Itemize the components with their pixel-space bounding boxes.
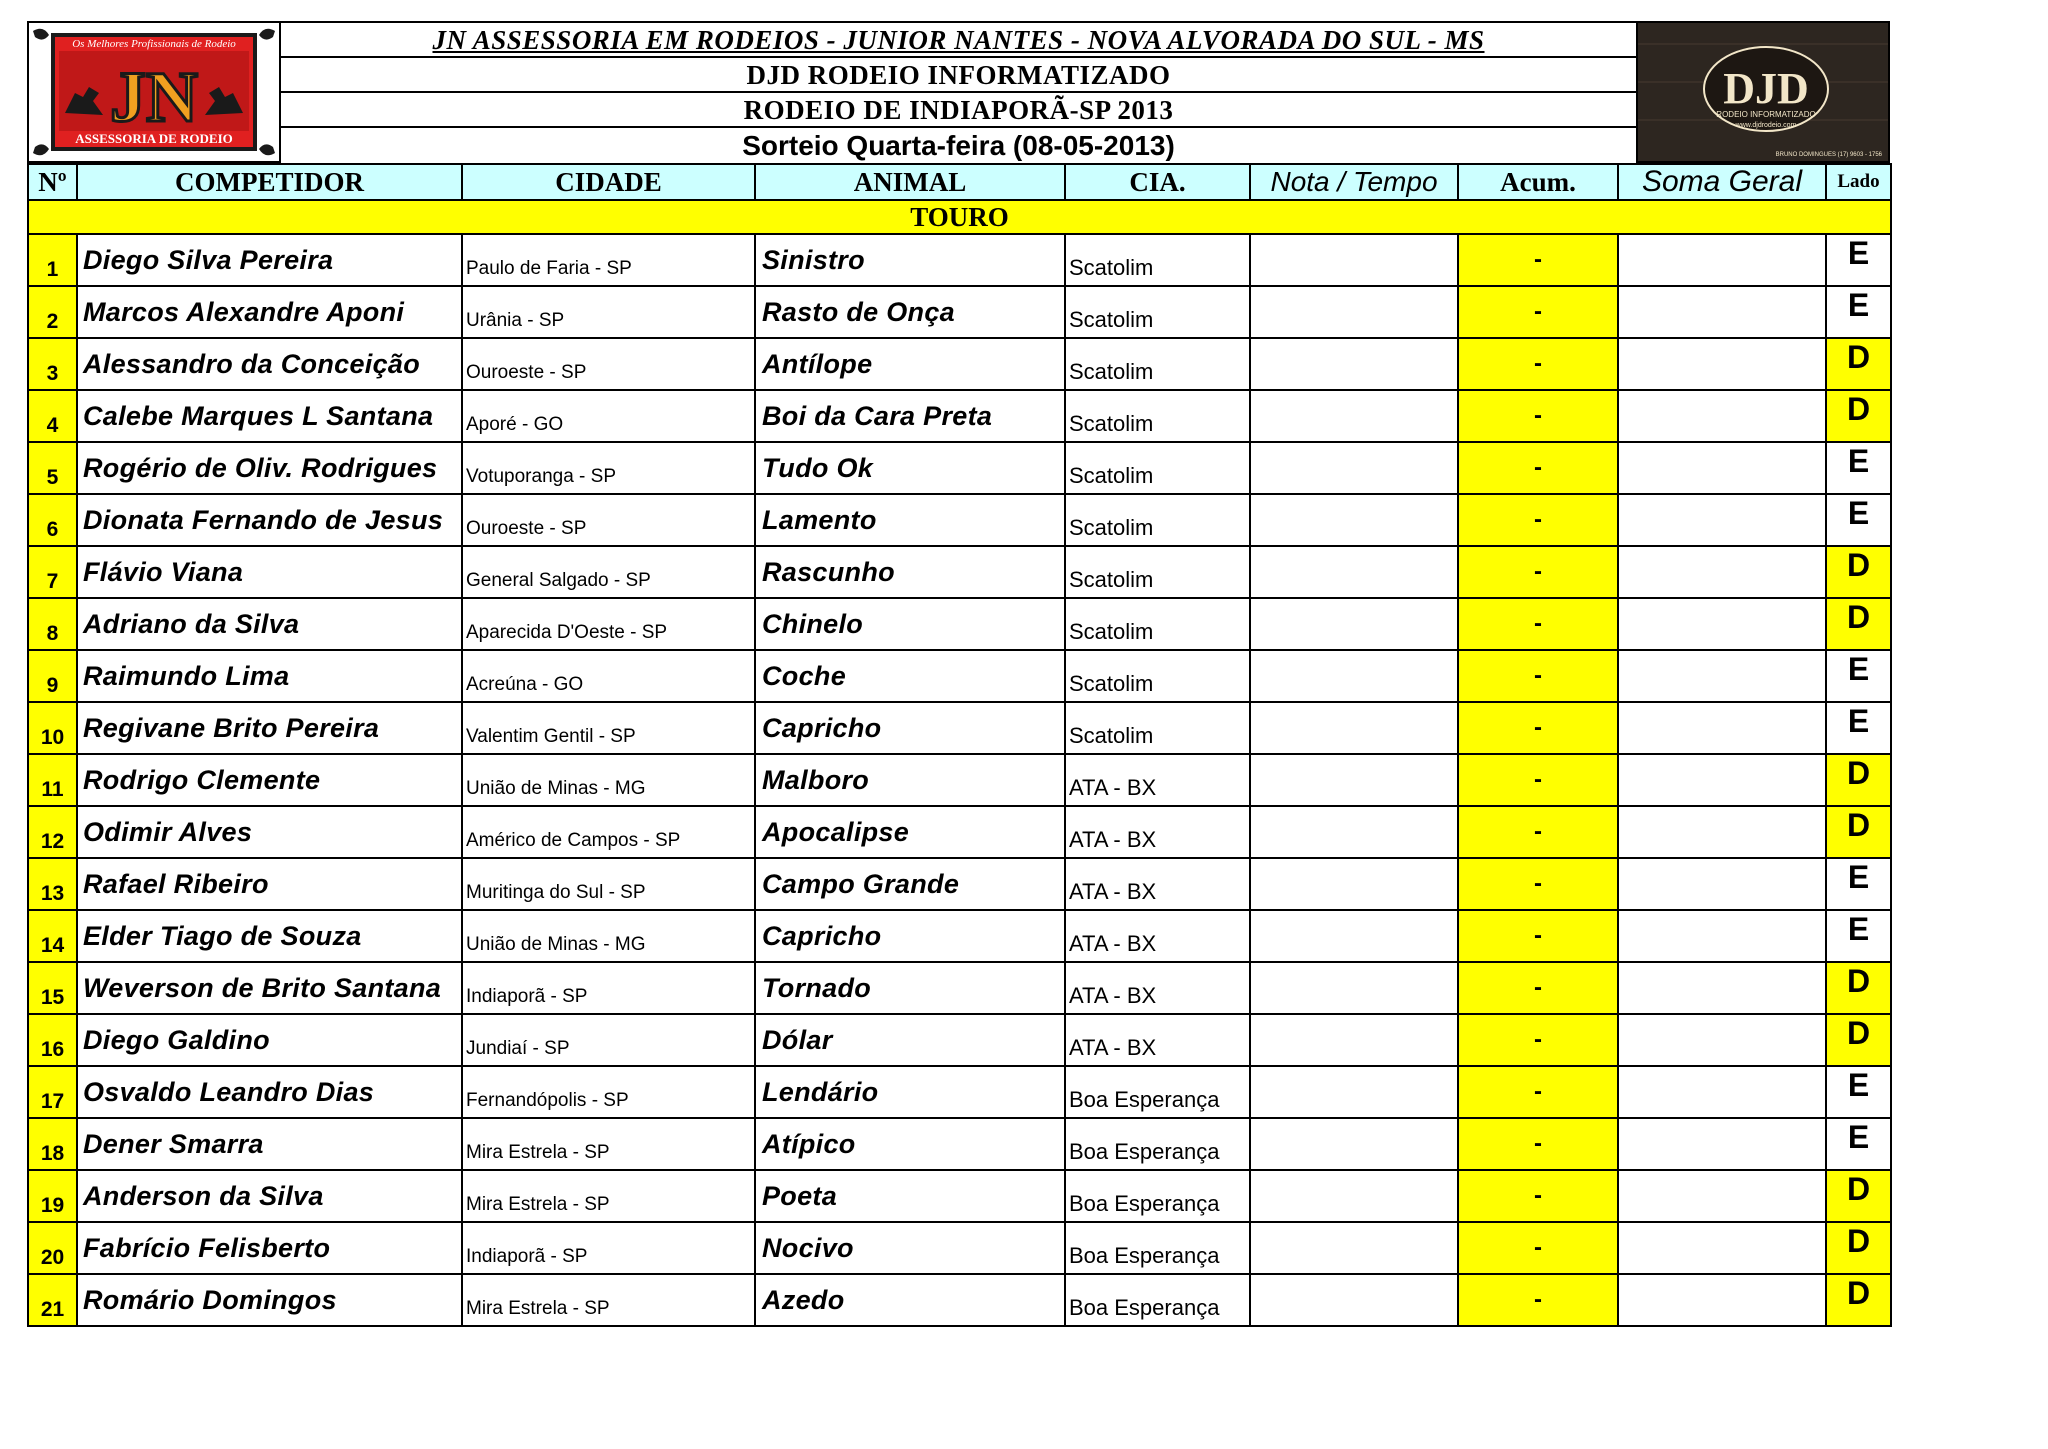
animal-name: Capricho — [755, 702, 1065, 754]
competitor-name: Romário Domingos — [77, 1274, 462, 1326]
total-cell — [1618, 962, 1826, 1014]
side-cell: D — [1826, 598, 1891, 650]
competitor-name: Elder Tiago de Souza — [77, 910, 462, 962]
accumulated-cell: - — [1458, 702, 1618, 754]
side-cell: E — [1826, 234, 1891, 286]
competitor-city: Votuporanga - SP — [462, 442, 755, 494]
side-cell: D — [1826, 1274, 1891, 1326]
company-name: ATA - BX — [1065, 910, 1250, 962]
side-cell: D — [1826, 806, 1891, 858]
score-time-cell — [1250, 858, 1458, 910]
competitor-city: General Salgado - SP — [462, 546, 755, 598]
total-cell — [1618, 1118, 1826, 1170]
competitor-city: União de Minas - MG — [462, 910, 755, 962]
table-row — [28, 442, 1891, 494]
row-number: 19 — [28, 1170, 77, 1222]
table-row — [28, 390, 1891, 442]
accumulated-cell: - — [1458, 390, 1618, 442]
side-cell: E — [1826, 650, 1891, 702]
table-row — [28, 806, 1891, 858]
col-header-num: Nº — [28, 164, 77, 200]
event-title: RODEIO DE INDIAPORÃ-SP 2013 — [281, 93, 1636, 128]
table-row — [28, 494, 1891, 546]
animal-name: Dólar — [755, 1014, 1065, 1066]
company-name: Scatolim — [1065, 442, 1250, 494]
total-cell — [1618, 1274, 1826, 1326]
col-header-score-time: Nota / Tempo — [1250, 164, 1458, 200]
competitor-name: Weverson de Brito Santana — [77, 962, 462, 1014]
competitor-city: Muritinga do Sul - SP — [462, 858, 755, 910]
table-row — [28, 286, 1891, 338]
row-number: 4 — [28, 390, 77, 442]
score-time-cell — [1250, 1118, 1458, 1170]
company-name: Scatolim — [1065, 702, 1250, 754]
row-number: 21 — [28, 1274, 77, 1326]
competitor-name: Odimir Alves — [77, 806, 462, 858]
section-label: TOURO — [28, 200, 1891, 234]
company-name: Scatolim — [1065, 338, 1250, 390]
score-time-cell — [1250, 442, 1458, 494]
animal-name: Capricho — [755, 910, 1065, 962]
competitor-city: Paulo de Faria - SP — [462, 234, 755, 286]
col-header-side: Lado — [1826, 164, 1891, 200]
animal-name: Rasto de Onça — [755, 286, 1065, 338]
competitor-name: Calebe Marques L Santana — [77, 390, 462, 442]
djd-logo-graphic — [1638, 23, 1888, 161]
table-row — [28, 858, 1891, 910]
competitor-name: Diego Silva Pereira — [77, 234, 462, 286]
side-cell: E — [1826, 442, 1891, 494]
company-name: ATA - BX — [1065, 1014, 1250, 1066]
total-cell — [1618, 702, 1826, 754]
accumulated-cell: - — [1458, 910, 1618, 962]
score-time-cell — [1250, 1170, 1458, 1222]
accumulated-cell: - — [1458, 806, 1618, 858]
row-number: 10 — [28, 702, 77, 754]
competitor-city: Aparecida D'Oeste - SP — [462, 598, 755, 650]
side-cell: E — [1826, 858, 1891, 910]
draw-date-title: Sorteio Quarta-feira (08-05-2013) — [742, 130, 1175, 161]
djd-logo-mark: DJD — [1723, 64, 1809, 113]
competitor-name: Adriano da Silva — [77, 598, 462, 650]
jn-logo-graphic — [29, 23, 279, 161]
table-row — [28, 598, 1891, 650]
animal-name: Antílope — [755, 338, 1065, 390]
accumulated-cell: - — [1458, 338, 1618, 390]
col-header-total: Soma Geral — [1618, 164, 1826, 200]
company-name: ATA - BX — [1065, 962, 1250, 1014]
total-cell — [1618, 910, 1826, 962]
animal-name: Sinistro — [755, 234, 1065, 286]
side-cell: D — [1826, 754, 1891, 806]
competitor-name: Dener Smarra — [77, 1118, 462, 1170]
competitor-name: Raimundo Lima — [77, 650, 462, 702]
company-name: ATA - BX — [1065, 754, 1250, 806]
jn-logo-tagline: Os Melhores Profissionais de Rodeio — [72, 38, 236, 50]
accumulated-cell: - — [1458, 286, 1618, 338]
competitor-city: Indiaporã - SP — [462, 962, 755, 1014]
accumulated-cell: - — [1458, 1014, 1618, 1066]
table-row — [28, 546, 1891, 598]
col-header-company: CIA. — [1065, 164, 1250, 200]
total-cell — [1618, 1222, 1826, 1274]
company-name: Scatolim — [1065, 598, 1250, 650]
competitor-city: Ouroeste - SP — [462, 338, 755, 390]
side-cell: E — [1826, 1066, 1891, 1118]
score-time-cell — [1250, 286, 1458, 338]
company-name: Boa Esperança — [1065, 1170, 1250, 1222]
djd-logo — [1636, 21, 1890, 163]
table-row — [28, 962, 1891, 1014]
accumulated-cell: - — [1458, 754, 1618, 806]
animal-name: Tudo Ok — [755, 442, 1065, 494]
score-time-cell — [1250, 390, 1458, 442]
competitor-city: Aporé - GO — [462, 390, 755, 442]
jn-logo — [27, 21, 281, 163]
side-cell: D — [1826, 1170, 1891, 1222]
competitor-name: Osvaldo Leandro Dias — [77, 1066, 462, 1118]
company-name: ATA - BX — [1065, 858, 1250, 910]
system-title: DJD RODEIO INFORMATIZADO — [281, 58, 1636, 93]
score-time-cell — [1250, 338, 1458, 390]
side-cell: D — [1826, 1014, 1891, 1066]
row-number: 13 — [28, 858, 77, 910]
competitor-name: Marcos Alexandre Aponi — [77, 286, 462, 338]
row-number: 18 — [28, 1118, 77, 1170]
score-time-cell — [1250, 1066, 1458, 1118]
draw-table — [27, 163, 1892, 1327]
accumulated-cell: - — [1458, 546, 1618, 598]
accumulated-cell: - — [1458, 494, 1618, 546]
table-row — [28, 1014, 1891, 1066]
company-name: Boa Esperança — [1065, 1118, 1250, 1170]
company-name: Boa Esperança — [1065, 1222, 1250, 1274]
total-cell — [1618, 650, 1826, 702]
animal-name: Atípico — [755, 1118, 1065, 1170]
company-name: ATA - BX — [1065, 806, 1250, 858]
animal-name: Poeta — [755, 1170, 1065, 1222]
competitor-name: Rodrigo Clemente — [77, 754, 462, 806]
row-number: 6 — [28, 494, 77, 546]
organizer-title: JN ASSESSORIA EM RODEIOS - JUNIOR NANTES - NOVA ALVORADA DO SUL - MS — [281, 23, 1636, 58]
side-cell: E — [1826, 286, 1891, 338]
score-time-cell — [1250, 702, 1458, 754]
score-time-cell — [1250, 962, 1458, 1014]
accumulated-cell: - — [1458, 234, 1618, 286]
total-cell — [1618, 754, 1826, 806]
animal-name: Malboro — [755, 754, 1065, 806]
table-row — [28, 650, 1891, 702]
table-row — [28, 338, 1891, 390]
table-row — [28, 1066, 1891, 1118]
accumulated-cell: - — [1458, 962, 1618, 1014]
row-number: 20 — [28, 1222, 77, 1274]
side-cell: E — [1826, 910, 1891, 962]
accumulated-cell: - — [1458, 442, 1618, 494]
competitor-city: Jundiaí - SP — [462, 1014, 755, 1066]
competitor-city: Mira Estrela - SP — [462, 1274, 755, 1326]
total-cell — [1618, 390, 1826, 442]
side-cell: E — [1826, 494, 1891, 546]
row-number: 12 — [28, 806, 77, 858]
col-header-accumulated: Acum. — [1458, 164, 1618, 200]
accumulated-cell: - — [1458, 1170, 1618, 1222]
competitor-city: Acreúna - GO — [462, 650, 755, 702]
score-time-cell — [1250, 806, 1458, 858]
total-cell — [1618, 546, 1826, 598]
total-cell — [1618, 338, 1826, 390]
table-row — [28, 910, 1891, 962]
row-number: 7 — [28, 546, 77, 598]
animal-name: Tornado — [755, 962, 1065, 1014]
score-time-cell — [1250, 234, 1458, 286]
competitor-name: Fabrício Felisberto — [77, 1222, 462, 1274]
animal-name: Nocivo — [755, 1222, 1065, 1274]
competitor-city: Ouroeste - SP — [462, 494, 755, 546]
row-number: 2 — [28, 286, 77, 338]
total-cell — [1618, 1170, 1826, 1222]
table-row — [28, 754, 1891, 806]
competitor-city: Valentim Gentil - SP — [462, 702, 755, 754]
row-number: 5 — [28, 442, 77, 494]
row-number: 15 — [28, 962, 77, 1014]
competitor-name: Flávio Viana — [77, 546, 462, 598]
total-cell — [1618, 286, 1826, 338]
djd-logo-subtitle: RODEIO INFORMATIZADO — [1716, 110, 1816, 119]
company-name: Scatolim — [1065, 286, 1250, 338]
competitor-name: Regivane Brito Pereira — [77, 702, 462, 754]
animal-name: Campo Grande — [755, 858, 1065, 910]
score-time-cell — [1250, 650, 1458, 702]
column-header-row — [28, 164, 1891, 200]
col-header-city: CIDADE — [462, 164, 755, 200]
score-time-cell — [1250, 754, 1458, 806]
total-cell — [1618, 234, 1826, 286]
competitor-name: Diego Galdino — [77, 1014, 462, 1066]
table-row — [28, 1222, 1891, 1274]
side-cell: D — [1826, 338, 1891, 390]
company-name: Boa Esperança — [1065, 1274, 1250, 1326]
total-cell — [1618, 598, 1826, 650]
competitor-name: Dionata Fernando de Jesus — [77, 494, 462, 546]
animal-name: Azedo — [755, 1274, 1065, 1326]
animal-name: Chinelo — [755, 598, 1065, 650]
row-number: 1 — [28, 234, 77, 286]
table-row — [28, 1118, 1891, 1170]
col-header-animal: ANIMAL — [755, 164, 1065, 200]
score-time-cell — [1250, 598, 1458, 650]
col-header-competitor: COMPETIDOR — [77, 164, 462, 200]
competitor-city: Mira Estrela - SP — [462, 1170, 755, 1222]
animal-name: Apocalipse — [755, 806, 1065, 858]
animal-name: Lamento — [755, 494, 1065, 546]
table-row — [28, 234, 1891, 286]
side-cell: E — [1826, 1118, 1891, 1170]
competitor-city: Fernandópolis - SP — [462, 1066, 755, 1118]
table-row — [28, 702, 1891, 754]
score-time-cell — [1250, 910, 1458, 962]
total-cell — [1618, 494, 1826, 546]
djd-logo-footer: BRUNO DOMINGUES (17) 9603 - 1756 — [1775, 152, 1882, 158]
header-titles — [281, 21, 1636, 163]
company-name: Scatolim — [1065, 650, 1250, 702]
row-number: 11 — [28, 754, 77, 806]
competitor-city: Urânia - SP — [462, 286, 755, 338]
animal-name: Rascunho — [755, 546, 1065, 598]
company-name: Boa Esperança — [1065, 1066, 1250, 1118]
sheet-header — [27, 21, 1890, 163]
competitor-city: Mira Estrela - SP — [462, 1118, 755, 1170]
score-time-cell — [1250, 546, 1458, 598]
score-time-cell — [1250, 494, 1458, 546]
side-cell: E — [1826, 702, 1891, 754]
accumulated-cell: - — [1458, 598, 1618, 650]
side-cell: D — [1826, 962, 1891, 1014]
company-name: Scatolim — [1065, 546, 1250, 598]
total-cell — [1618, 858, 1826, 910]
side-cell: D — [1826, 390, 1891, 442]
competitor-name: Anderson da Silva — [77, 1170, 462, 1222]
jn-logo-mark: JN — [110, 57, 198, 137]
competitor-city: Américo de Campos - SP — [462, 806, 755, 858]
side-cell: D — [1826, 546, 1891, 598]
row-number: 16 — [28, 1014, 77, 1066]
total-cell — [1618, 1014, 1826, 1066]
competitor-name: Rogério de Oliv. Rodrigues — [77, 442, 462, 494]
jn-logo-subtitle: ASSESSORIA DE RODEIO — [75, 131, 233, 146]
row-number: 8 — [28, 598, 77, 650]
section-row-touro — [28, 200, 1891, 234]
total-cell — [1618, 806, 1826, 858]
score-time-cell — [1250, 1222, 1458, 1274]
competitor-city: Indiaporã - SP — [462, 1222, 755, 1274]
table-row — [28, 1274, 1891, 1326]
competitor-name: Rafael Ribeiro — [77, 858, 462, 910]
side-cell: D — [1826, 1222, 1891, 1274]
accumulated-cell: - — [1458, 650, 1618, 702]
competitor-city: União de Minas - MG — [462, 754, 755, 806]
row-number: 9 — [28, 650, 77, 702]
accumulated-cell: - — [1458, 1118, 1618, 1170]
accumulated-cell: - — [1458, 858, 1618, 910]
total-cell — [1618, 442, 1826, 494]
competitor-name: Alessandro da Conceição — [77, 338, 462, 390]
score-time-cell — [1250, 1014, 1458, 1066]
total-cell — [1618, 1066, 1826, 1118]
animal-name: Coche — [755, 650, 1065, 702]
row-number: 14 — [28, 910, 77, 962]
row-number: 3 — [28, 338, 77, 390]
accumulated-cell: - — [1458, 1066, 1618, 1118]
company-name: Scatolim — [1065, 494, 1250, 546]
score-time-cell — [1250, 1274, 1458, 1326]
table-row — [28, 1170, 1891, 1222]
company-name: Scatolim — [1065, 234, 1250, 286]
rodeo-draw-sheet — [27, 21, 1890, 1327]
animal-name: Boi da Cara Preta — [755, 390, 1065, 442]
row-number: 17 — [28, 1066, 77, 1118]
animal-name: Lendário — [755, 1066, 1065, 1118]
accumulated-cell: - — [1458, 1222, 1618, 1274]
djd-logo-website: www.djdrodeio.com — [1735, 122, 1797, 129]
accumulated-cell: - — [1458, 1274, 1618, 1326]
company-name: Scatolim — [1065, 390, 1250, 442]
